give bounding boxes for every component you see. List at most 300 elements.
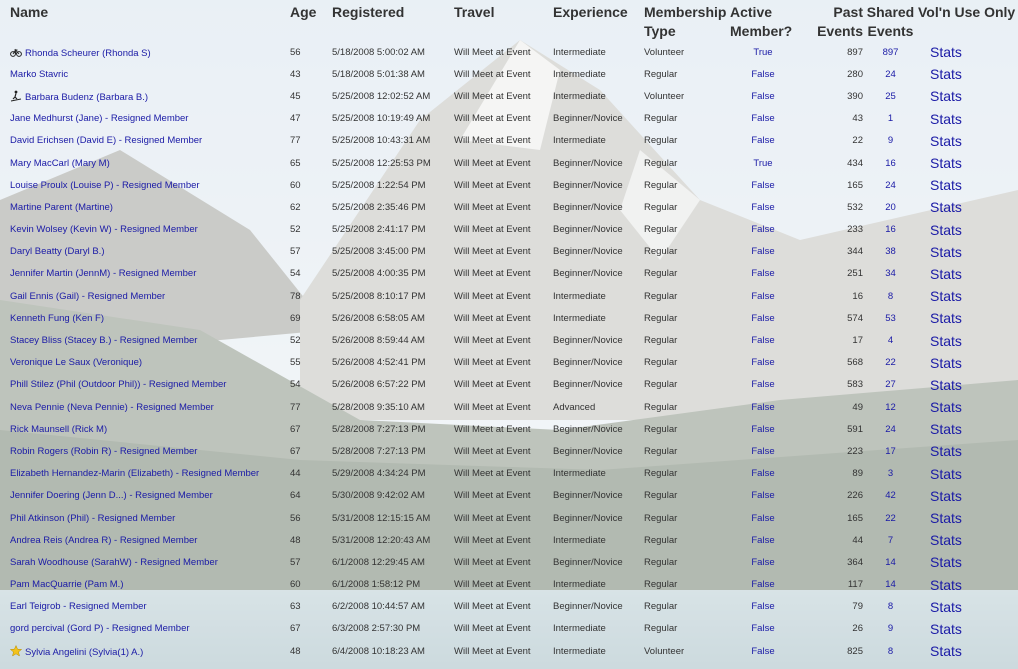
cell-name[interactable] <box>0 463 290 485</box>
cell-shared-events[interactable] <box>863 196 918 218</box>
cell-active-member[interactable] <box>730 418 796 440</box>
cell-active-member-text[interactable]: False <box>751 68 775 80</box>
cell-name[interactable] <box>0 41 290 63</box>
cell-travel <box>454 219 553 241</box>
cell-shared-events-text[interactable]: 16 <box>885 224 896 236</box>
cell-travel-text: Will Meet at Event <box>454 68 531 80</box>
cell-active-member-text[interactable]: False <box>751 534 775 546</box>
cell-active-member[interactable] <box>730 396 796 418</box>
cell-age-text: 67 <box>290 623 301 635</box>
cell-shared-events[interactable] <box>863 263 918 285</box>
cell-name[interactable] <box>0 418 290 440</box>
cell-shared-events[interactable] <box>863 329 918 351</box>
cell-name[interactable] <box>0 152 290 174</box>
cell-name[interactable] <box>0 574 290 596</box>
cell-shared-events[interactable] <box>863 63 918 85</box>
cell-age <box>290 241 332 263</box>
stats-link-text[interactable]: Stats <box>930 354 962 371</box>
cell-active-member-text[interactable]: False <box>751 556 775 568</box>
cell-name[interactable] <box>0 596 290 618</box>
cell-name[interactable] <box>0 241 290 263</box>
cell-active-member-text[interactable]: True <box>753 157 773 169</box>
cell-age <box>290 285 332 307</box>
cell-active-member[interactable] <box>730 63 796 85</box>
cell-shared-events[interactable] <box>863 241 918 263</box>
cell-active-member-text[interactable]: False <box>751 645 775 657</box>
cell-active-member[interactable] <box>730 196 796 218</box>
cell-registered <box>332 130 454 152</box>
cell-shared-events[interactable] <box>863 85 918 107</box>
stats-link-text[interactable]: Stats <box>930 221 962 238</box>
stats-link-text[interactable]: Stats <box>930 132 962 149</box>
stats-link-text[interactable]: Stats <box>930 288 962 305</box>
cell-shared-events-text[interactable]: 7 <box>887 534 894 546</box>
cell-shared-events-text[interactable]: 22 <box>885 357 896 369</box>
stats-link[interactable] <box>918 263 1018 285</box>
cell-shared-events-text[interactable]: 17 <box>885 445 896 457</box>
cell-shared-events-text[interactable]: 8 <box>887 601 894 613</box>
stats-link[interactable] <box>918 85 1018 107</box>
star-icon <box>10 647 25 658</box>
table-row <box>0 152 1018 174</box>
cell-age <box>290 130 332 152</box>
stats-link-text[interactable]: Stats <box>930 376 962 393</box>
cell-active-member-text[interactable]: False <box>751 468 775 480</box>
table-row <box>0 596 1018 618</box>
cell-registered-text: 5/25/2008 8:10:17 PM <box>332 290 426 302</box>
cell-shared-events[interactable] <box>863 551 918 573</box>
stats-link[interactable] <box>918 307 1018 329</box>
col-header-name[interactable]: Name <box>10 4 49 20</box>
cell-shared-events[interactable] <box>863 618 918 640</box>
cell-active-member-text[interactable]: False <box>751 401 775 413</box>
cell-active-member[interactable] <box>730 219 796 241</box>
cell-active-member-text[interactable]: False <box>751 579 775 591</box>
cell-name[interactable] <box>0 396 290 418</box>
stats-link[interactable] <box>918 41 1018 63</box>
cell-active-member-text[interactable]: False <box>751 357 775 369</box>
stats-link-text[interactable]: Stats <box>930 332 962 349</box>
cell-active-member[interactable] <box>730 152 796 174</box>
stats-link[interactable] <box>918 219 1018 241</box>
cell-age <box>290 63 332 85</box>
stats-link-text[interactable]: Stats <box>930 510 962 527</box>
stats-link[interactable] <box>918 174 1018 196</box>
stats-link[interactable] <box>918 396 1018 418</box>
cell-shared-events[interactable] <box>863 485 918 507</box>
cell-active-member-text[interactable]: False <box>751 335 775 347</box>
stats-link[interactable] <box>918 507 1018 529</box>
cell-shared-events-text[interactable]: 27 <box>885 379 896 391</box>
cell-shared-events[interactable] <box>863 174 918 196</box>
cell-active-member[interactable] <box>730 463 796 485</box>
cell-active-member-text[interactable]: False <box>751 268 775 280</box>
cell-shared-events[interactable] <box>863 108 918 130</box>
stats-link-text[interactable]: Stats <box>930 44 962 61</box>
cell-name-text[interactable]: Kenneth Fung (Ken F) <box>10 312 104 324</box>
cell-active-member[interactable] <box>730 485 796 507</box>
cell-past-events-text: 825 <box>847 645 863 657</box>
cell-active-member-text[interactable]: False <box>751 601 775 613</box>
stats-link-text[interactable]: Stats <box>930 487 962 504</box>
cell-name-text[interactable]: Andrea Reis (Andrea R) - Resigned Member <box>10 534 198 546</box>
stats-link-text[interactable]: Stats <box>930 443 962 460</box>
stats-link-text[interactable]: Stats <box>930 532 962 549</box>
cell-shared-events[interactable] <box>863 285 918 307</box>
cell-shared-events-text[interactable]: 24 <box>885 423 896 435</box>
cell-name[interactable] <box>0 108 290 130</box>
cell-active-member-text[interactable]: False <box>751 379 775 391</box>
cell-experience <box>553 196 644 218</box>
cell-name-text[interactable]: Veronique Le Saux (Veronique) <box>10 357 143 369</box>
cell-age-text: 48 <box>290 645 301 657</box>
cell-past-events-text: 344 <box>847 246 863 258</box>
cell-name[interactable] <box>0 85 290 107</box>
stats-link[interactable] <box>918 374 1018 396</box>
cell-membership-type-text: Regular <box>644 179 678 191</box>
cell-shared-events-text[interactable]: 24 <box>885 179 896 191</box>
cell-shared-events-text[interactable]: 25 <box>885 90 896 102</box>
cell-shared-events-text[interactable]: 53 <box>885 312 896 324</box>
cell-active-member[interactable] <box>730 85 796 107</box>
cell-past-events-text: 390 <box>847 90 863 102</box>
table-row <box>0 418 1018 440</box>
cell-shared-events-text[interactable]: 16 <box>885 157 896 169</box>
stats-link-text[interactable]: Stats <box>930 643 962 660</box>
stats-link-text[interactable]: Stats <box>930 265 962 282</box>
cell-shared-events[interactable] <box>863 529 918 551</box>
cell-shared-events[interactable] <box>863 219 918 241</box>
cell-active-member[interactable] <box>730 352 796 374</box>
stats-link-text[interactable]: Stats <box>930 465 962 482</box>
col-header-travel[interactable]: Travel <box>454 4 495 20</box>
cell-age <box>290 574 332 596</box>
cell-name-text[interactable]: Pam MacQuarrie (Pam M.) <box>10 579 124 591</box>
col-header-registered[interactable]: Registered <box>332 4 405 20</box>
cell-name[interactable] <box>0 63 290 85</box>
cell-active-member[interactable] <box>730 285 796 307</box>
stats-link-text[interactable]: Stats <box>930 421 962 438</box>
cell-name-text[interactable]: Earl Teigrob - Resigned Member <box>10 601 147 613</box>
stats-link[interactable] <box>918 618 1018 640</box>
cell-shared-events[interactable] <box>863 41 918 63</box>
cell-name[interactable] <box>0 174 290 196</box>
cell-shared-events[interactable] <box>863 640 918 662</box>
table-row <box>0 130 1018 152</box>
stats-link[interactable] <box>918 640 1018 662</box>
table-row <box>0 85 1018 107</box>
cell-registered-text: 5/29/2008 4:34:24 PM <box>332 468 426 480</box>
stats-link[interactable] <box>918 529 1018 551</box>
cell-past-events <box>796 152 863 174</box>
cell-shared-events-text[interactable]: 9 <box>887 135 894 147</box>
cell-name[interactable] <box>0 352 290 374</box>
cell-travel <box>454 440 553 462</box>
stats-link[interactable] <box>918 463 1018 485</box>
col-header-membership-type[interactable]: Membership Type <box>644 4 727 39</box>
cell-experience <box>553 130 644 152</box>
cell-shared-events-text[interactable]: 897 <box>882 46 899 58</box>
stats-link-text[interactable]: Stats <box>930 199 962 216</box>
cell-active-member[interactable] <box>730 130 796 152</box>
cell-active-member[interactable] <box>730 440 796 462</box>
stats-link-text[interactable]: Stats <box>930 177 962 194</box>
cell-name-text[interactable]: Louise Proulx (Louise P) - Resigned Member <box>10 179 200 191</box>
cell-name[interactable] <box>0 551 290 573</box>
stats-link-text[interactable]: Stats <box>930 310 962 327</box>
cell-travel-text: Will Meet at Event <box>454 90 531 102</box>
cell-membership-type <box>644 130 730 152</box>
cell-registered-text: 5/25/2008 3:45:00 PM <box>332 246 426 258</box>
stats-link[interactable] <box>918 485 1018 507</box>
cell-shared-events-text[interactable]: 20 <box>885 201 896 213</box>
col-header-past-events[interactable]: Past Events <box>817 4 863 39</box>
cell-travel <box>454 63 553 85</box>
cell-active-member[interactable] <box>730 307 796 329</box>
cell-shared-events-text[interactable]: 8 <box>887 290 894 302</box>
cell-name[interactable] <box>0 285 290 307</box>
cell-shared-events-text[interactable]: 9 <box>887 623 894 635</box>
cell-shared-events-text[interactable]: 8 <box>887 645 894 657</box>
cell-registered <box>332 329 454 351</box>
cell-shared-events-text[interactable]: 4 <box>887 335 894 347</box>
cell-shared-events[interactable] <box>863 307 918 329</box>
cell-experience-text: Beginner/Novice <box>553 179 623 191</box>
cell-name[interactable] <box>0 374 290 396</box>
cell-age-text: 52 <box>290 335 301 347</box>
cell-shared-events[interactable] <box>863 440 918 462</box>
cell-name[interactable] <box>0 440 290 462</box>
cell-shared-events[interactable] <box>863 507 918 529</box>
cell-active-member-text[interactable]: False <box>751 113 775 125</box>
stats-link[interactable] <box>918 352 1018 374</box>
stats-link-text[interactable]: Stats <box>930 155 962 172</box>
cell-name-text[interactable]: Robin Rogers (Robin R) - Resigned Member <box>10 445 198 457</box>
cell-experience-text: Intermediate <box>553 645 606 657</box>
stats-link[interactable] <box>918 63 1018 85</box>
cell-name[interactable] <box>0 130 290 152</box>
cell-active-member[interactable] <box>730 618 796 640</box>
cell-name-text[interactable]: Sylvia Angelini (Sylvia(1) A.) <box>25 646 144 658</box>
cell-experience-text: Beginner/Novice <box>553 201 623 213</box>
stats-link[interactable] <box>918 241 1018 263</box>
cell-active-member-text[interactable]: False <box>751 290 775 302</box>
cell-name-text[interactable]: Gail Ennis (Gail) - Resigned Member <box>10 290 166 302</box>
cell-name-text[interactable]: gord percival (Gord P) - Resigned Member <box>10 623 190 635</box>
cell-shared-events[interactable] <box>863 374 918 396</box>
cell-registered <box>332 85 454 107</box>
stats-link-text[interactable]: Stats <box>930 554 962 571</box>
cell-experience <box>553 440 644 462</box>
cell-name-text[interactable]: David Erichsen (David E) - Resigned Member <box>10 135 203 147</box>
cell-membership-type-text: Regular <box>644 68 678 80</box>
cell-name-text[interactable]: Neva Pennie (Neva Pennie) - Resigned Member <box>10 401 214 413</box>
cell-shared-events[interactable] <box>863 596 918 618</box>
cell-active-member[interactable] <box>730 174 796 196</box>
cell-travel <box>454 196 553 218</box>
cell-past-events-text: 583 <box>847 379 863 391</box>
cell-shared-events[interactable] <box>863 396 918 418</box>
stats-link-text[interactable]: Stats <box>930 243 962 260</box>
cell-shared-events[interactable] <box>863 352 918 374</box>
cell-experience <box>553 152 644 174</box>
cell-shared-events[interactable] <box>863 152 918 174</box>
cell-active-member[interactable] <box>730 551 796 573</box>
cell-active-member[interactable] <box>730 329 796 351</box>
table-row <box>0 618 1018 640</box>
cell-active-member-text[interactable]: True <box>753 46 773 58</box>
cell-shared-events-text[interactable]: 22 <box>885 512 896 524</box>
stats-link[interactable] <box>918 440 1018 462</box>
cell-active-member[interactable] <box>730 241 796 263</box>
cell-name-text[interactable]: Stacey Bliss (Stacey B.) - Resigned Member <box>10 335 198 347</box>
cell-membership-type-text: Regular <box>644 623 678 635</box>
col-header-voln-use-only[interactable]: Vol'n Use Only <box>918 4 1016 20</box>
cell-active-member[interactable] <box>730 41 796 63</box>
stats-link[interactable] <box>918 418 1018 440</box>
cell-shared-events-text[interactable]: 24 <box>885 68 896 80</box>
cell-shared-events[interactable] <box>863 418 918 440</box>
cell-experience-text: Intermediate <box>553 623 606 635</box>
cell-active-member[interactable] <box>730 507 796 529</box>
col-header-age[interactable]: Age <box>290 4 317 20</box>
stats-link[interactable] <box>918 196 1018 218</box>
cell-name-text[interactable]: Sarah Woodhouse (SarahW) - Resigned Member <box>10 556 218 568</box>
cell-name-text[interactable]: Kevin Wolsey (Kevin W) - Resigned Member <box>10 224 198 236</box>
cell-travel-text: Will Meet at Event <box>454 556 531 568</box>
cell-active-member[interactable] <box>730 574 796 596</box>
cell-shared-events-text[interactable]: 14 <box>885 556 896 568</box>
cell-past-events-text: 897 <box>847 46 863 58</box>
col-header-experience[interactable]: Experience <box>553 4 628 20</box>
cell-name[interactable] <box>0 529 290 551</box>
cell-name[interactable] <box>0 196 290 218</box>
stats-link-text[interactable]: Stats <box>930 576 962 593</box>
table-row <box>0 440 1018 462</box>
cell-name[interactable] <box>0 219 290 241</box>
cell-active-member-text[interactable]: False <box>751 179 775 191</box>
cell-shared-events-text[interactable]: 34 <box>885 268 896 280</box>
cell-name[interactable] <box>0 507 290 529</box>
cell-active-member[interactable] <box>730 108 796 130</box>
cell-membership-type <box>644 507 730 529</box>
stats-link[interactable] <box>918 285 1018 307</box>
cell-shared-events[interactable] <box>863 463 918 485</box>
cell-name-text[interactable]: Elizabeth Hernandez-Marin (Elizabeth) - Resigned Member <box>10 468 260 480</box>
cell-name[interactable] <box>0 485 290 507</box>
stats-link[interactable] <box>918 596 1018 618</box>
stats-link[interactable] <box>918 130 1018 152</box>
table-row <box>0 63 1018 85</box>
cell-shared-events[interactable] <box>863 574 918 596</box>
col-header-shared-events[interactable]: Shared Events <box>866 4 915 39</box>
stats-link-text[interactable]: Stats <box>930 66 962 83</box>
cell-membership-type <box>644 41 730 63</box>
cell-name-text[interactable]: Jane Medhurst (Jane) - Resigned Member <box>10 113 189 125</box>
cell-shared-events-text[interactable]: 14 <box>885 579 896 591</box>
cell-name[interactable] <box>0 329 290 351</box>
cell-active-member-text[interactable]: False <box>751 445 775 457</box>
cell-name[interactable] <box>0 618 290 640</box>
cell-registered-text: 6/3/2008 2:57:30 PM <box>332 623 421 635</box>
cell-experience <box>553 396 644 418</box>
stats-link[interactable] <box>918 329 1018 351</box>
cell-name-text[interactable]: Phill Stilez (Phil (Outdoor Phil)) - Resigned Member <box>10 379 227 391</box>
cell-experience <box>553 263 644 285</box>
cell-active-member[interactable] <box>730 596 796 618</box>
cell-membership-type-text: Regular <box>644 512 678 524</box>
cell-age <box>290 196 332 218</box>
stats-link-text[interactable]: Stats <box>930 399 962 416</box>
cell-name-text[interactable]: Jennifer Doering (Jenn D...) - Resigned Member <box>10 490 213 502</box>
cell-active-member-text[interactable]: False <box>751 512 775 524</box>
cell-name-text[interactable]: Phil Atkinson (Phil) - Resigned Member <box>10 512 176 524</box>
cell-shared-events-text[interactable]: 38 <box>885 246 896 258</box>
cell-age <box>290 596 332 618</box>
cell-active-member-text[interactable]: False <box>751 201 775 213</box>
cell-name-text[interactable]: Martine Parent (Martine) <box>10 201 113 213</box>
cell-shared-events-text[interactable]: 12 <box>885 401 896 413</box>
cell-membership-type <box>644 307 730 329</box>
cell-shared-events-text[interactable]: 42 <box>885 490 896 502</box>
cell-active-member[interactable] <box>730 374 796 396</box>
cell-name-text[interactable]: Rick Maunsell (Rick M) <box>10 423 108 435</box>
cell-active-member-text[interactable]: False <box>751 135 775 147</box>
cell-name[interactable] <box>0 263 290 285</box>
cell-name[interactable] <box>0 307 290 329</box>
cell-shared-events-text[interactable]: 3 <box>887 468 894 480</box>
stats-link-text[interactable]: Stats <box>930 620 962 637</box>
cell-name-text[interactable]: Daryl Beatty (Daryl B.) <box>10 246 105 258</box>
cell-shared-events-text[interactable]: 1 <box>887 113 894 125</box>
cell-active-member-text[interactable]: False <box>751 246 775 258</box>
cell-name-text[interactable]: Barbara Budenz (Barbara B.) <box>25 91 149 103</box>
stats-link[interactable] <box>918 152 1018 174</box>
cell-active-member[interactable] <box>730 640 796 662</box>
stats-link-text[interactable]: Stats <box>930 110 962 127</box>
cell-active-member-text[interactable]: False <box>751 490 775 502</box>
cell-active-member-text[interactable]: False <box>751 224 775 236</box>
cell-age-text: 77 <box>290 135 301 147</box>
cell-travel-text: Will Meet at Event <box>454 335 531 347</box>
stats-link-text[interactable]: Stats <box>930 88 962 105</box>
cell-name-text[interactable]: Marko Stavric <box>10 68 69 80</box>
cell-name-text[interactable]: Jennifer Martin (JennM) - Resigned Member <box>10 268 197 280</box>
cell-active-member-text[interactable]: False <box>751 90 775 102</box>
cell-experience <box>553 529 644 551</box>
cell-travel <box>454 307 553 329</box>
cell-active-member[interactable] <box>730 263 796 285</box>
cell-active-member[interactable] <box>730 529 796 551</box>
cell-shared-events[interactable] <box>863 130 918 152</box>
cell-name-text[interactable]: Mary MacCarl (Mary M) <box>10 157 110 169</box>
stats-link-text[interactable]: Stats <box>930 598 962 615</box>
cell-past-events-text: 251 <box>847 268 863 280</box>
cell-travel-text: Will Meet at Event <box>454 224 531 236</box>
cell-name[interactable] <box>0 640 290 662</box>
cell-active-member-text[interactable]: False <box>751 623 775 635</box>
col-header-active-member[interactable]: Active Member? <box>730 4 793 39</box>
stats-link[interactable] <box>918 108 1018 130</box>
cell-name-text[interactable]: Rhonda Scheurer (Rhonda S) <box>25 47 151 59</box>
cell-registered-text: 5/26/2008 6:57:22 PM <box>332 379 426 391</box>
cell-active-member-text[interactable]: False <box>751 423 775 435</box>
cell-active-member-text[interactable]: False <box>751 312 775 324</box>
cell-past-events-text: 117 <box>847 579 863 591</box>
cell-experience-text: Beginner/Novice <box>553 601 623 613</box>
stats-link[interactable] <box>918 551 1018 573</box>
stats-link[interactable] <box>918 574 1018 596</box>
